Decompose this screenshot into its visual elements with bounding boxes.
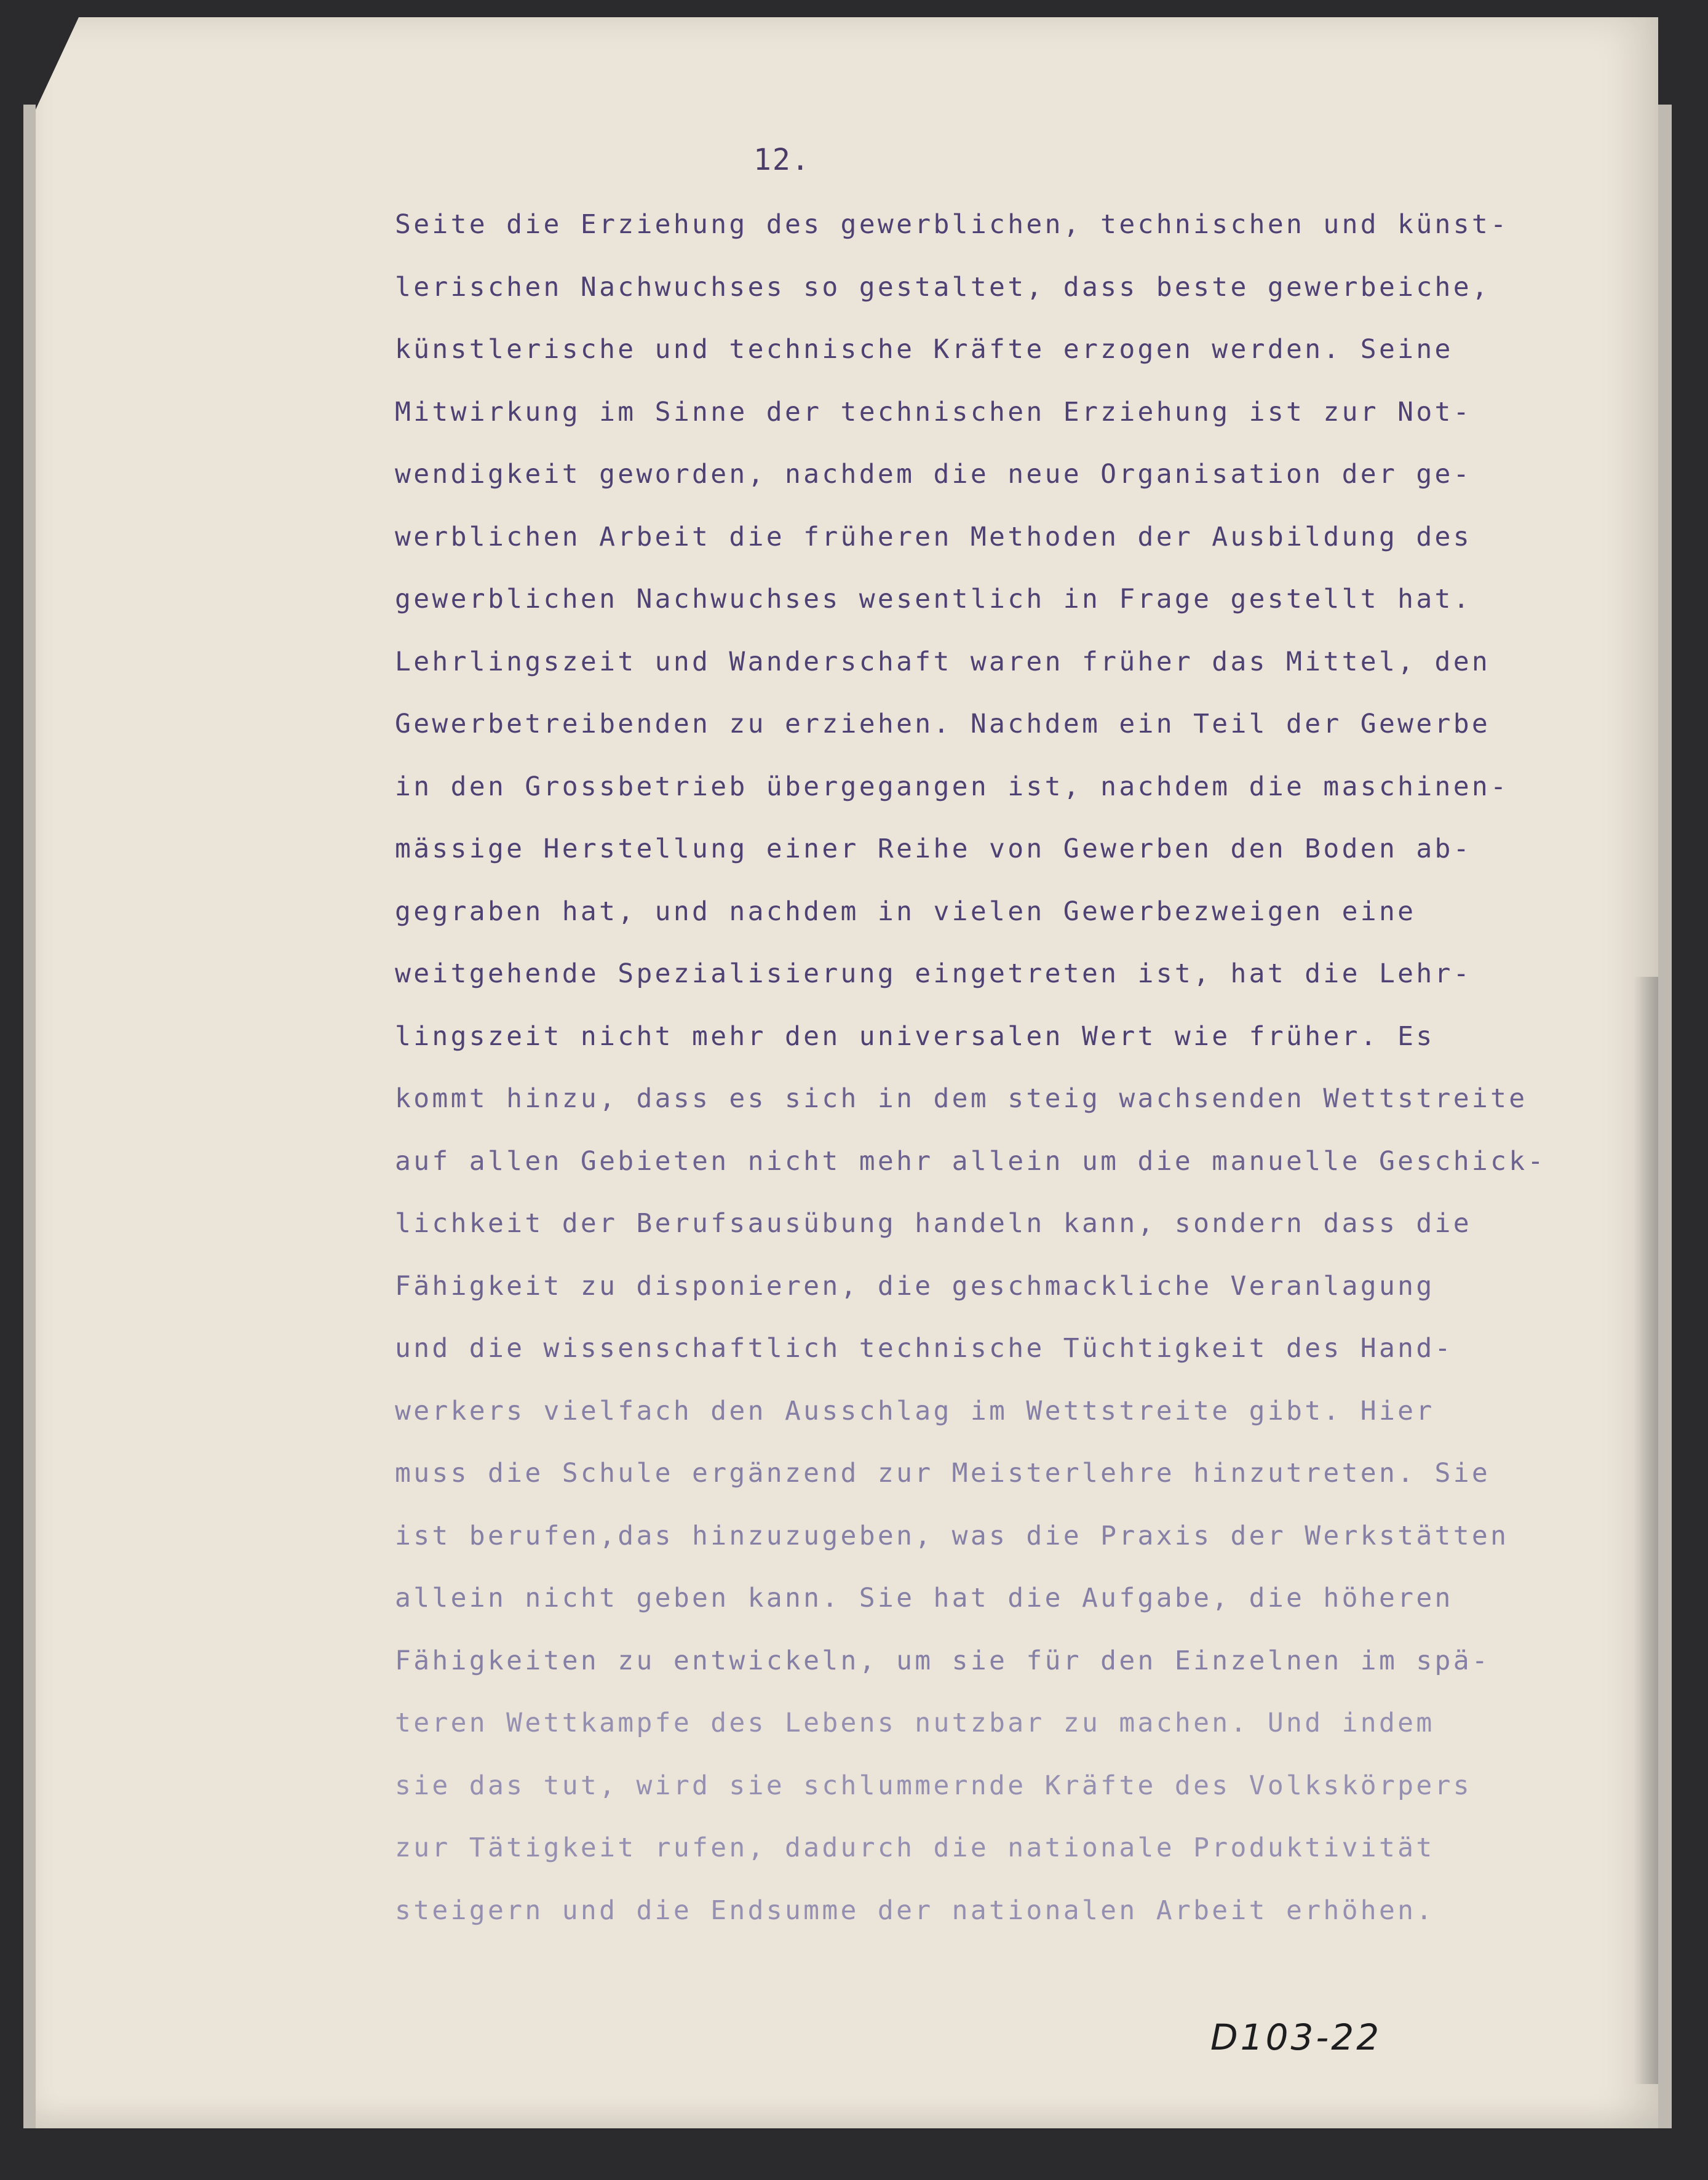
archive-reference: D103-22 (1210, 2016, 1382, 2058)
text-line: Lehrlingszeit und Wanderschaft waren früher das Mittel, den (395, 646, 1491, 677)
text-line: lerischen Nachwuchses so gestaltet, dass beste gewerbeiche, (395, 271, 1491, 303)
text-line: sie das tut, wird sie schlummernde Kräfte des Volkskörpers (395, 1770, 1472, 1801)
text-line: teren Wettkampfe des Lebens nutzbar zu machen. Und indem (395, 1708, 1435, 1738)
text-line: zur Tätigkeit rufen, dadurch die nationale Produktivität (395, 1832, 1435, 1863)
text-line: steigern und die Endsumme der nationalen Arbeit erhöhen. (395, 1895, 1435, 1926)
text-line: ist berufen,das hinzuzugeben, was die Praxis der Werkstätten (395, 1520, 1509, 1551)
text-line: allein nicht geben kann. Sie hat die Aufgabe, die höheren (395, 1583, 1453, 1613)
page-number: 12. (753, 143, 811, 177)
text-line: lingszeit nicht mehr den universalen Wert wie früher. Es (395, 1020, 1435, 1052)
text-line: gegraben hat, und nachdem in vielen Gewerbezweigen eine (395, 896, 1416, 927)
text-line: wendigkeit geworden, nachdem die neue Organisation der ge- (395, 459, 1472, 490)
text-line: auf allen Gebieten nicht mehr allein um die manuelle Geschick- (395, 1145, 1546, 1177)
folded-corner (36, 17, 79, 109)
text-line: Gewerbetreibenden zu erziehen. Nachdem ein Teil der Gewerbe (395, 709, 1491, 739)
text-line: mässige Herstellung einer Reihe von Gewerben den Boden ab- (395, 833, 1472, 864)
text-line: werblichen Arbeit die früheren Methoden der Ausbildung des (395, 521, 1472, 552)
text-line: Mitwirkung im Sinne der technischen Erziehung ist zur Not- (395, 396, 1472, 428)
text-line: werkers vielfach den Ausschlag im Wettstreite gibt. Hier (395, 1395, 1435, 1426)
text-line: Seite die Erziehung des gewerblichen, technischen und künst- (395, 209, 1509, 240)
text-line: weitgehende Spezialisierung eingetreten ist, hat die Lehr- (395, 958, 1472, 989)
typewritten-body (395, 206, 1546, 1954)
text-line: künstlerische und technische Kräfte erzogen werden. Seine (395, 334, 1453, 365)
text-line: Fähigkeiten zu entwickeln, um sie für den Einzelnen im spä- (395, 1645, 1491, 1676)
text-line: in den Grossbetrieb übergegangen ist, nachdem die maschinen- (395, 771, 1509, 802)
text-line: muss die Schule ergänzend zur Meisterlehre hinzutreten. Sie (395, 1458, 1491, 1489)
page-edge-shadow (1634, 977, 1658, 2084)
text-line: kommt hinzu, dass es sich in dem steig wachsenden Wettstreite (395, 1083, 1528, 1114)
text-line: gewerblichen Nachwuchses wesentlich in Frage gestellt hat. (395, 584, 1472, 615)
text-line: Fähigkeit zu disponieren, die geschmackliche Veranlagung (395, 1270, 1435, 1302)
text-line: lichkeit der Berufsausübung handeln kann, sondern dass die (395, 1208, 1472, 1239)
text-line: und die wissenschaftlich technische Tüchtigkeit des Hand- (395, 1333, 1453, 1364)
